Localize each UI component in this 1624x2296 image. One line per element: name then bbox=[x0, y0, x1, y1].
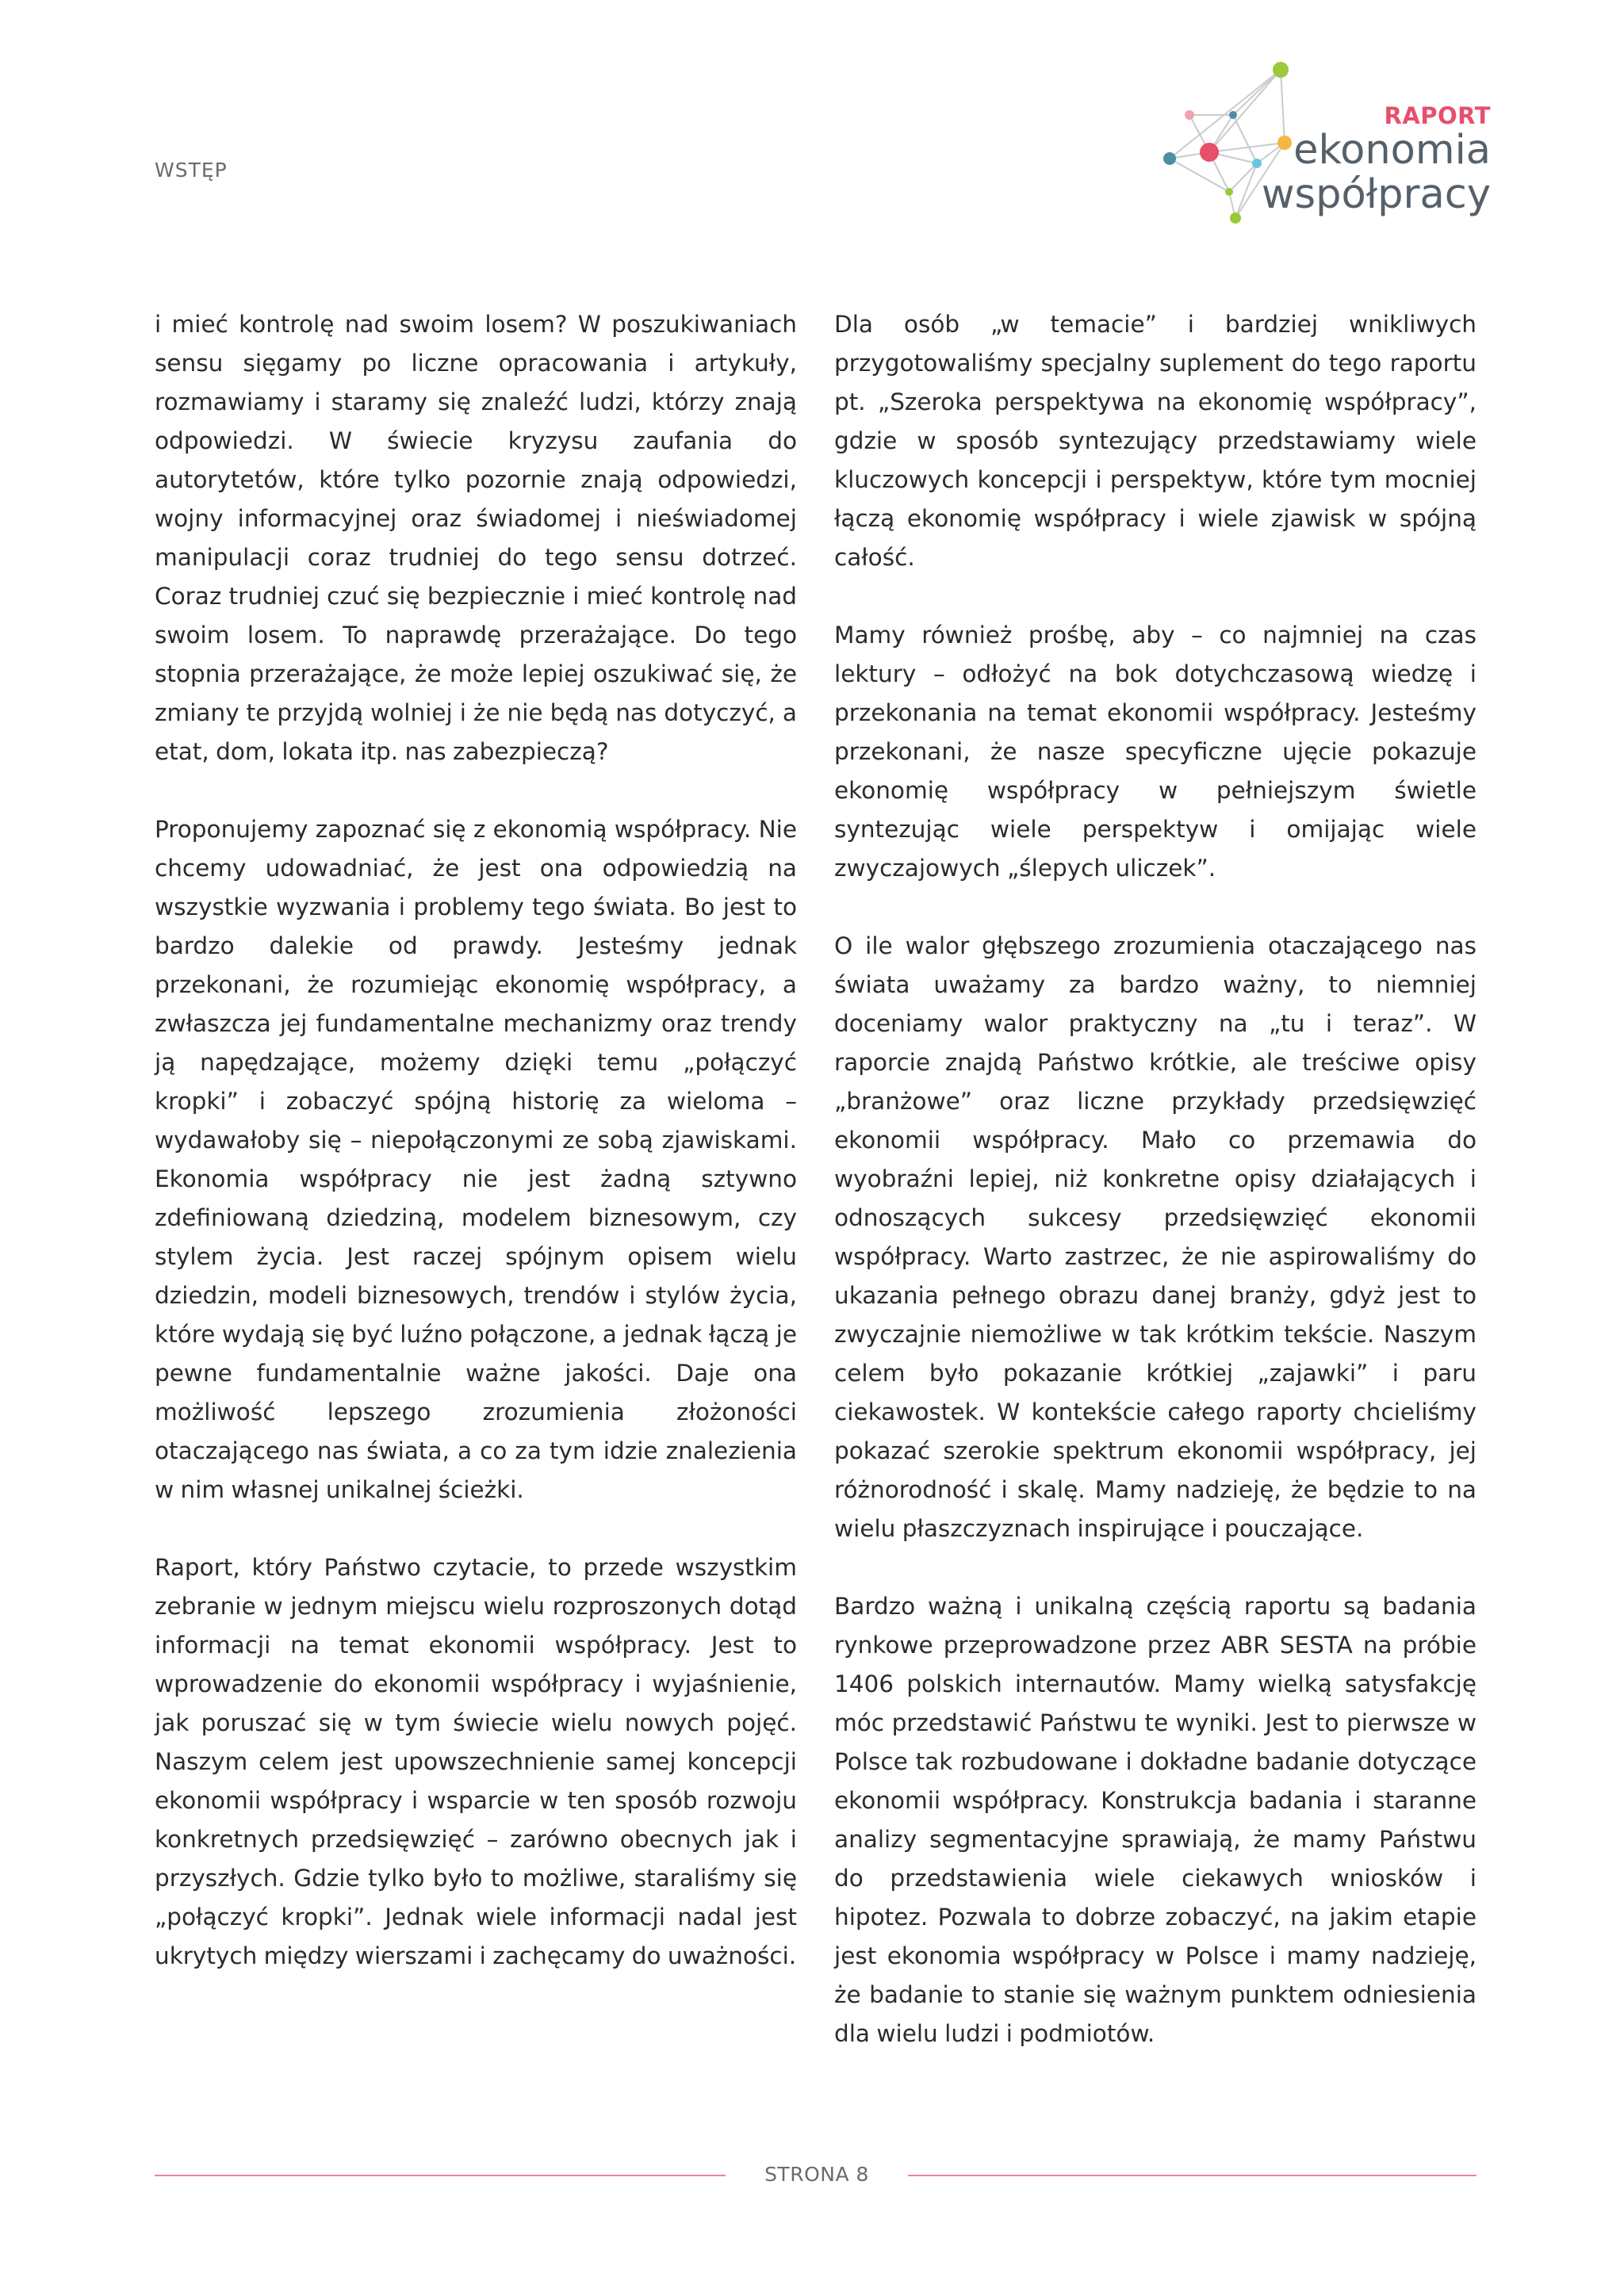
footer-divider-left bbox=[155, 2175, 726, 2176]
logo bbox=[1142, 55, 1491, 238]
page-footer bbox=[155, 2163, 1477, 2187]
logo-label: RAPORT bbox=[1384, 102, 1491, 129]
paragraph: Bardzo ważną i unikalną częścią raportu są badania rynkowe przeprowadzone przez ABR SESTA na próbie 1406 polskich internautów. Mamy wielką satysfakcję móc przedstawić Państwu te wyniki. Jest to pierwsze w Polsce tak rozbudowane i dokładne badanie dotyczące ekonomii współpracy. Konstrukcja badania i staranne analizy segmentacyjne sprawiają, że mamy Państwu do przedstawienia wiele ciekawych wniosków i hipotez. Pozwala to dobrze zobaczyć, na jakim etapie jest ekonomia współpracy w Polsce i mamy nadzieję, że badanie to stanie się ważnym punktem odniesienia dla wielu ludzi i podmiotów. bbox=[834, 1593, 1477, 2047]
paragraph: Dla osób „w temacie” i bardziej wnikliwych przygotowaliśmy specjalny suplement do tego raportu pt. „Szeroka perspektywa na ekonomię współpracy”, gdzie w sposób syntezujący przedstawiamy wiele kluczowych koncepcji i perspektyw, które tym mocniej łączą ekonomię współpracy i wiele zjawisk w spójną całość. bbox=[834, 311, 1477, 571]
logo-text bbox=[1262, 103, 1491, 217]
right-column bbox=[834, 305, 1477, 2047]
text-columns bbox=[155, 305, 1477, 2047]
paragraph: i mieć kontrolę nad swoim losem? W poszukiwaniach sensu sięgamy po liczne opracowania i artykuły, rozmawiamy i staramy się znaleźć ludzi, którzy znają odpowiedzi. W świecie kryzysu zaufania do autorytetów, które tylko pozornie znają odpowiedzi, wojny informacyjnej oraz świadomej i nieświadomej manipulacji coraz trudniej do tego sensu dotrzeć. Coraz trudniej czuć się bezpiecznie i mieć kontrolę nad swoim losem. To naprawdę przerażające. Do tego stopnia przerażające, że może lepiej oszukiwać się, że zmiany te przyjdą wolniej i że nie będą nas dotyczyć, a etat, dom, lokata itp. nas zabezpieczą? bbox=[155, 311, 797, 765]
logo-title-line-1: ekonomia bbox=[1293, 127, 1491, 174]
page-number: STRONA 8 bbox=[764, 2163, 869, 2186]
paragraph: Mamy również prośbę, aby – co najmniej na czas lektury – odłożyć na bok dotychczasową wiedzę i przekonania na temat ekonomii współpracy. Jesteśmy przekonani, że nasze specyficzne ujęcie pokazuje ekonomię współpracy w pełniejszym świetle syntezując wiele perspektyw i omijając wiele zwyczajowych „ślepych uliczek”. bbox=[834, 622, 1477, 882]
left-column bbox=[155, 305, 797, 1969]
logo-title-line-2: współpracy bbox=[1261, 171, 1491, 218]
footer-divider-right bbox=[908, 2175, 1477, 2176]
paragraph: Raport, który Państwo czytacie, to przede wszystkim zebranie w jednym miejscu wielu rozproszonych dotąd informacji na temat ekonomii współpracy. Jest to wprowadzenie do ekonomii współpracy i wyjaśnienie, jak poruszać się w tym świecie wielu nowych pojęć. Naszym celem jest upowszechnienie samej koncepcji ekonomii współpracy i wsparcie w ten sposób rozwoju konkretnych przedsięwzięć – zarówno obecnych jak i przyszłych. Gdzie tylko było to możliwe, staraliśmy się „połączyć kropki”. Jednak wiele informacji nadal jest ukrytych między wierszami i zachęcamy do uważności. bbox=[155, 1554, 797, 1969]
section-label: WSTĘP bbox=[155, 159, 228, 182]
paragraph: Proponujemy zapoznać się z ekonomią współpracy. Nie chcemy udowadniać, że jest ona odpowiedzią na wszystkie wyzwania i problemy tego świata. Bo jest to bardzo dalekie od prawdy. Jesteśmy jednak przekonani, że rozumiejąc ekonomię współpracy, a zwłaszcza jej fundamentalne mechanizmy oraz trendy ją napędzające, możemy dzięki temu „połączyć kropki” i zobaczyć spójną historię za wieloma – wydawałoby się – niepołączonymi ze sobą zjawiskami. Ekonomia współpracy nie jest żadną sztywno zdefiniowaną dziedziną, modelem biznesowym, czy stylem życia. Jest raczej spójnym opisem wielu dziedzin, modeli biznesowych, trendów i stylów życia, które wydają się być luźno połączone, a jednak łączą je pewne fundamentalnie ważne jakości. Daje ona możliwość lepszego zrozumienia złożoności otaczającego nas świata, a co za tym idzie znalezienia w nim własnej unikalnej ścieżki. bbox=[155, 816, 797, 1503]
paragraph: O ile walor głębszego zrozumienia otaczającego nas świata uważamy za bardzo ważny, to niemniej doceniamy walor praktyczny na „tu i teraz”. W raporcie znajdą Państwo krótkie, ale treściwe opisy „branżowe” oraz liczne przykłady przedsięwzięć ekonomii współpracy. Mało co przemawia do wyobraźni lepiej, niż konkretne opisy działających i odnoszących sukcesy przedsięwzięć ekonomii współpracy. Warto zastrzec, że nie aspirowaliśmy do ukazania pełnego obrazu danej branży, gdyż jest to zwyczajnie niemożliwe w tak krótkim tekście. Naszym celem było pokazanie krótkiej „zajawki” i paru ciekawostek. W kontekście całego raporty chcieliśmy pokazać szerokie spektrum ekonomii współpracy, jej różnorodność i skalę. Mamy nadzieję, że będzie to na wielu płaszczyznach inspirujące i pouczające. bbox=[834, 932, 1477, 1542]
